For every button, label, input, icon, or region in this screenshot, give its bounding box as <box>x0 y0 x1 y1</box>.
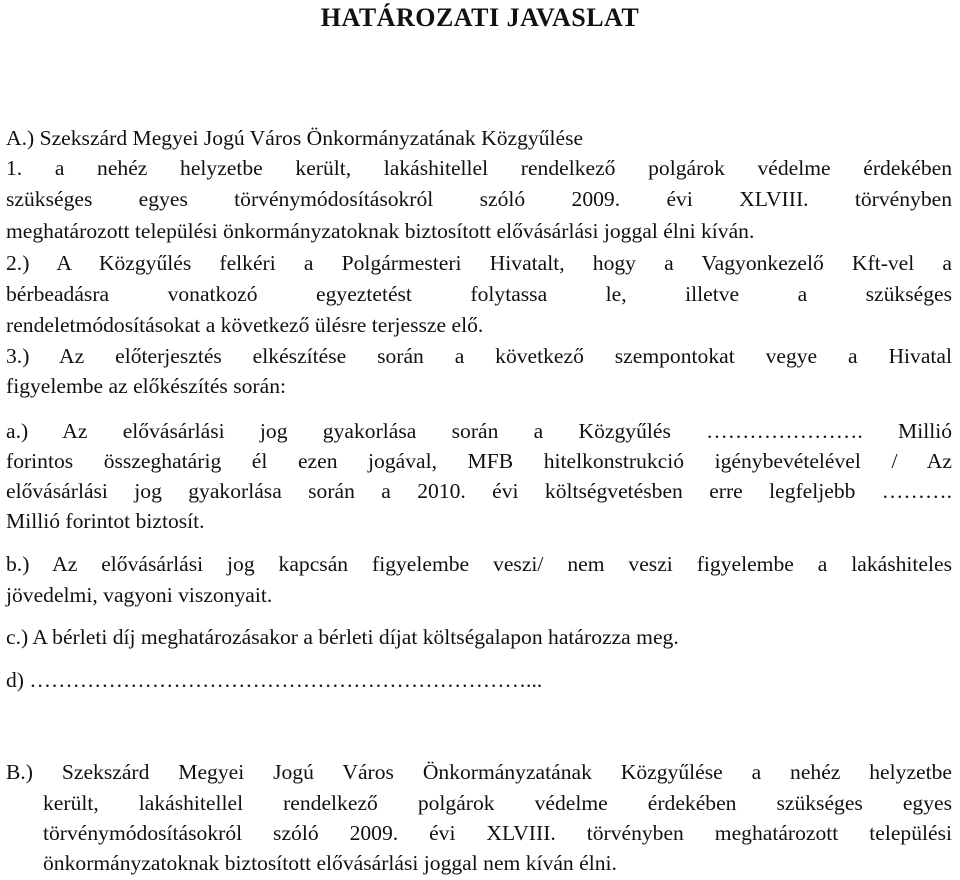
item-2-line-2: bérbeadásra vonatkozó egyeztetést folytassa le, illetve a szükséges <box>6 282 952 306</box>
section-b-line-2: került, lakáshitellel rendelkező polgárok védelme érdekében szükséges egyes <box>43 791 952 815</box>
item-3-line-2: figyelembe az előkészítés során: <box>6 374 287 398</box>
item-1-line-3: meghatározott települési önkormányzatoknak biztosított elővásárlási joggal élni kíván. <box>6 219 755 243</box>
item-2-line-1: 2.) A Közgyűlés felkéri a Polgármesteri Hivatalt, hogy a Vagyonkezelő Kft-vel a <box>6 251 952 275</box>
item-1-line-1: 1. a nehéz helyzetbe került, lakáshitellel rendelkező polgárok védelme érdekében <box>6 156 952 180</box>
sub-b-line-2: jövedelmi, vagyoni viszonyait. <box>6 583 273 607</box>
section-b-line-4: önkormányzatoknak biztosított elővásárlási joggal nem kíván élni. <box>43 851 617 875</box>
section-a-heading: A.) Szekszárd Megyei Jogú Város Önkormányzatának Közgyűlése <box>6 126 584 150</box>
item-1-line-2: szükséges egyes törvénymódosításokról szóló 2009. évi XLVIII. törvényben <box>6 187 952 211</box>
sub-b-line-1: b.) Az elővásárlási jog kapcsán figyelembe veszi/ nem veszi figyelembe a lakáshiteles <box>6 552 952 576</box>
item-3-line-1: 3.) Az előterjesztés elkészítése során a következő szempontokat vegye a Hivatal <box>6 344 952 368</box>
sub-a-line-1: a.) Az elővásárlási jog gyakorlása során a Közgyűlés …………………. Millió <box>6 419 952 443</box>
sub-d-line-1: d) ……………………………………………………………... <box>6 668 543 692</box>
section-b-line-3: törvénymódosításokról szóló 2009. évi XLVIII. törvényben meghatározott települési <box>43 821 952 845</box>
sub-c-line-1: c.) A bérleti díj meghatározásakor a bérleti díjat költségalapon határozza meg. <box>6 625 679 649</box>
item-2-line-3: rendeletmódosításokat a következő ülésre terjessze elő. <box>6 313 484 337</box>
sub-a-line-2: forintos összeghatárig él ezen jogával, MFB hitelkonstrukció igénybevételével / Az <box>6 449 952 473</box>
section-b-line-1: B.) Szekszárd Megyei Jogú Város Önkormányzatának Közgyűlése a nehéz helyzetbe <box>6 760 952 784</box>
sub-a-line-3: elővásárlási jog gyakorlása során a 2010. évi költségvetésben erre legfeljebb ………. <box>6 479 952 503</box>
document-title: HATÁROZATI JAVASLAT <box>320 3 640 32</box>
sub-a-line-4: Millió forintot biztosít. <box>6 509 205 533</box>
